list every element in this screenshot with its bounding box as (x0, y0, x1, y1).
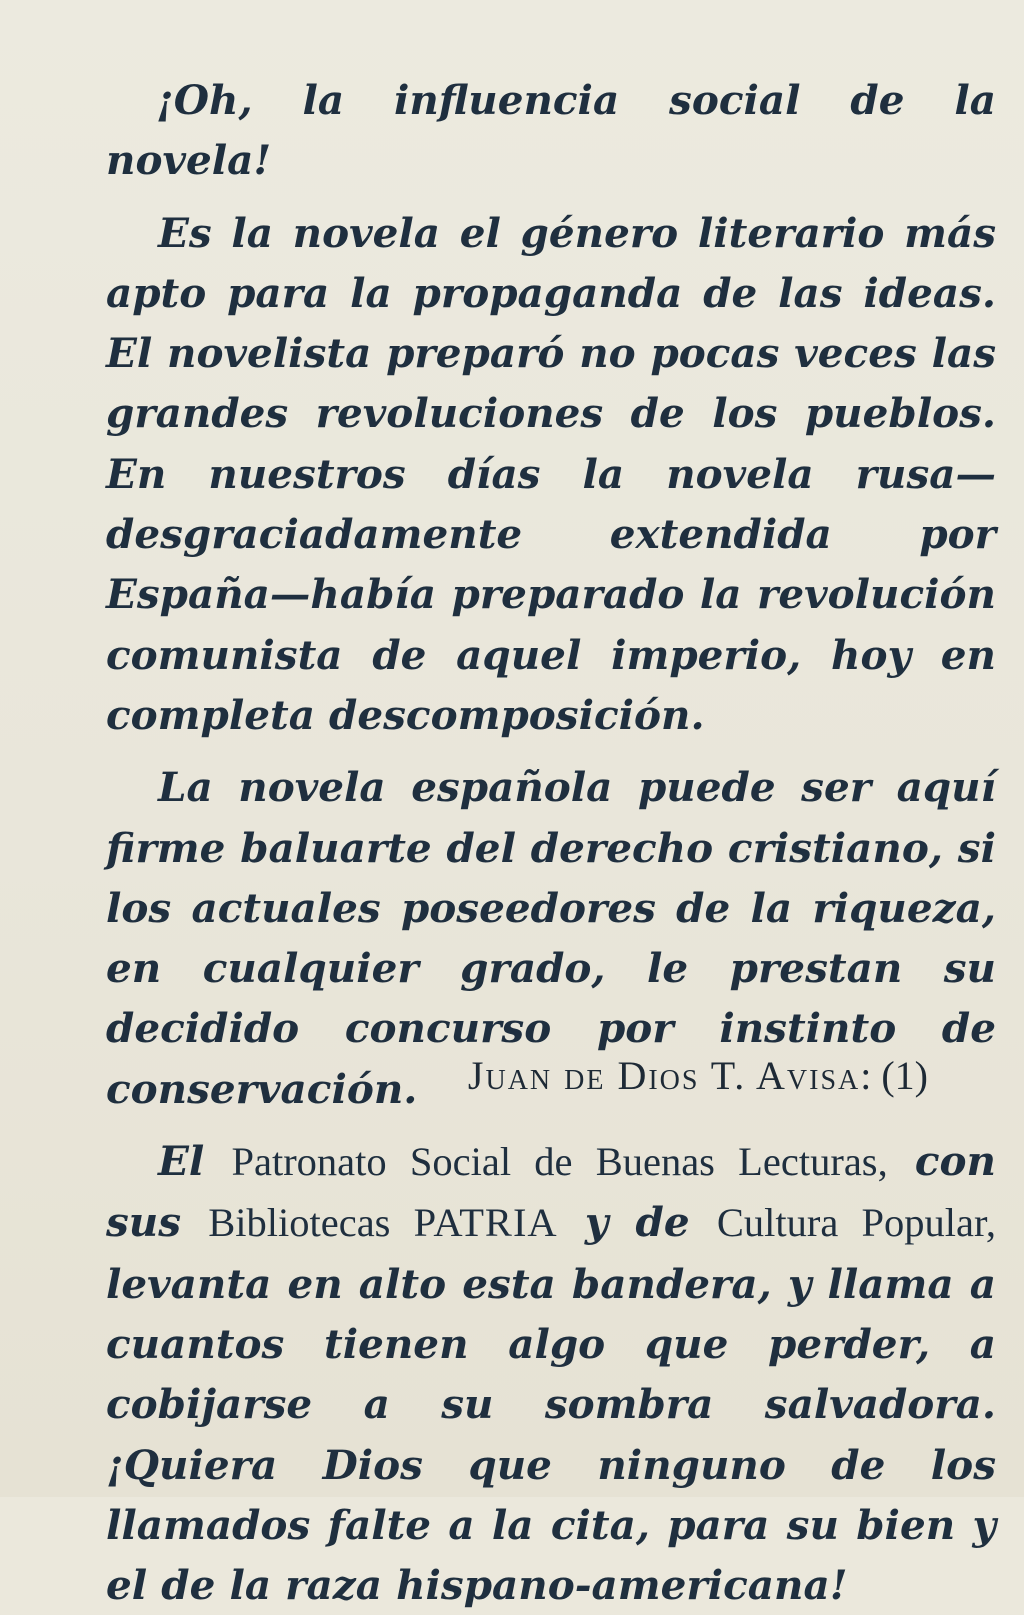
library-label: Bibliotecas (208, 1200, 414, 1246)
paragraph-text: ¡Oh, la influencia social de la novela! (106, 76, 996, 185)
organization-name: Patronato Social de Buenas Lecturas, (231, 1139, 888, 1185)
paragraph-patronato (106, 1131, 996, 1615)
paragraph-text-italic: El (158, 1137, 232, 1186)
footnote-marker: (1) (881, 1053, 928, 1098)
paragraph-exclamation (106, 70, 996, 191)
paragraph-text: Es la novela el género literario más apto para la propaganda de las ideas. El novelista preparó no pocas veces las grandes revoluciones de los pueblos. En nuestros días la novela rusa—desgraciadamente extendida por España—había preparado la revolución comunista de aquel imperio, hoy en completa descomposición. (106, 208, 996, 739)
paragraph-text-italic: y de (557, 1198, 717, 1247)
author-name: Juan de Dios T. Avisa: (467, 1053, 874, 1098)
library-name-patria: PATRIA (413, 1200, 558, 1246)
body-text (106, 70, 996, 1615)
paragraph-text-italic: con sus (106, 1137, 996, 1247)
paragraph-novel-propaganda (106, 203, 996, 746)
author-signature (468, 1052, 928, 1099)
library-name-cultura: Cultura Popular, (716, 1200, 996, 1246)
paragraph-text: La novela española puede ser aquí firme baluarte del derecho cristiano, si los actuales poseedores de la riqueza, en cualquier grado, le prestan su decidido concurso por instinto de conservación. (106, 763, 996, 1113)
paragraph-text-italic: levanta en alto esta bandera, y llama a cuantos tienen algo que perder, a cobijarse a su sombra salvadora. ¡Quiera Dios que ninguno de los llamados falte a la cita, para su bien y el de la raza hispano-americana! (106, 1259, 996, 1610)
